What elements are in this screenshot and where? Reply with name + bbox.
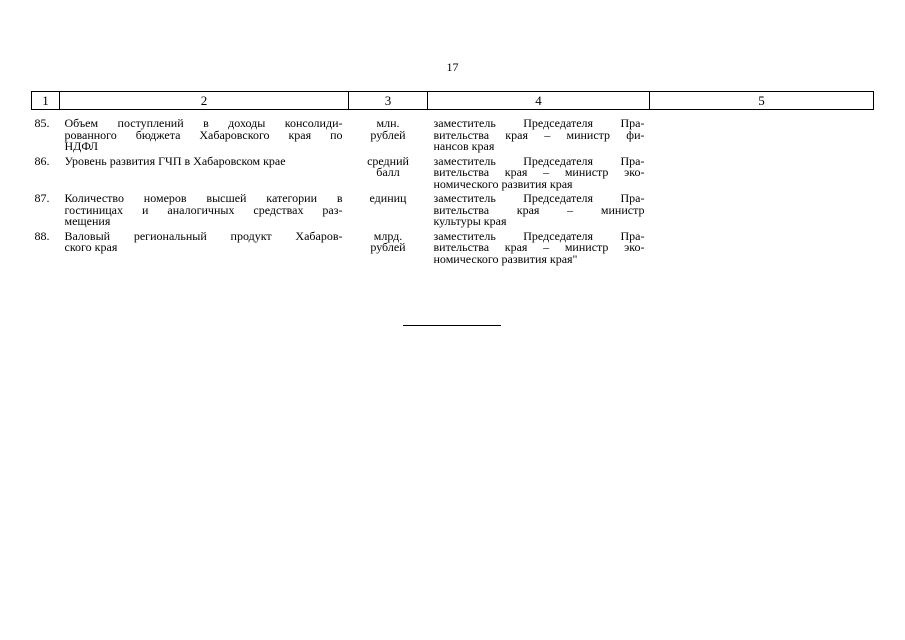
column-5-cell bbox=[650, 156, 874, 194]
unit-line: млн. bbox=[376, 116, 400, 130]
indicator-name-line: мещения bbox=[64, 214, 111, 228]
responsible-line: заместитель Председателя Пра- bbox=[433, 153, 645, 168]
unit-line: млрд. bbox=[373, 228, 403, 243]
responsible-line: заместитель Председателя Пра- bbox=[433, 228, 645, 243]
table-row bbox=[32, 110, 874, 156]
responsible-line: заместитель Председателя Пра- bbox=[433, 116, 645, 130]
row-number: 88. bbox=[34, 228, 50, 243]
table-row bbox=[32, 156, 874, 194]
indicator-name bbox=[60, 153, 349, 194]
indicator-name-line: рованного бюджета Хабаровского края по bbox=[64, 127, 343, 142]
unit-line: единиц bbox=[369, 191, 407, 205]
indicator-name-line: гостиницах и аналогичных средствах раз- bbox=[64, 202, 343, 217]
responsible-line: номического развития края bbox=[433, 176, 573, 191]
unit-of-measure bbox=[349, 110, 428, 156]
table-row bbox=[32, 231, 874, 269]
unit-line: рублей bbox=[370, 127, 406, 142]
responsible-person bbox=[428, 228, 650, 269]
indicator-name-line: НДФЛ bbox=[64, 139, 99, 153]
row-number: 85. bbox=[34, 116, 50, 130]
column-5-cell bbox=[650, 231, 874, 269]
responsible-line: номического развития края" bbox=[433, 251, 578, 266]
indicator-name-line: ского края bbox=[64, 240, 118, 254]
unit-line: балл bbox=[376, 165, 400, 179]
unit-line: рублей bbox=[370, 240, 406, 254]
responsible-line: культуры края bbox=[433, 214, 507, 228]
column-header-1: 1 bbox=[32, 92, 60, 110]
indicator-name-line: Уровень развития ГЧП в Хабаровском крае bbox=[64, 153, 286, 168]
responsible-person bbox=[428, 153, 650, 194]
unit-of-measure bbox=[349, 228, 428, 269]
unit-line: средний bbox=[367, 153, 409, 168]
end-separator-line bbox=[403, 325, 501, 326]
indicator-name bbox=[60, 110, 349, 156]
column-header-2: 2 bbox=[60, 92, 349, 110]
column-header-3: 3 bbox=[349, 92, 428, 110]
responsible-line: вительства края – министр эко- bbox=[433, 165, 645, 179]
indicator-name bbox=[60, 193, 349, 231]
column-5-cell bbox=[650, 110, 874, 156]
unit-of-measure bbox=[349, 153, 428, 194]
table-row bbox=[32, 193, 874, 231]
responsible-person bbox=[428, 193, 650, 231]
indicator-name-line: Количество номеров высшей категории в bbox=[64, 191, 343, 205]
column-header-4: 4 bbox=[428, 92, 650, 110]
responsible-line: вительства края – министр фи- bbox=[433, 127, 645, 142]
responsible-line: заместитель Председателя Пра- bbox=[433, 191, 645, 205]
unit-of-measure bbox=[349, 193, 428, 231]
row-number: 87. bbox=[34, 191, 50, 205]
indicator-name-line: Объем поступлений в доходы консолиди- bbox=[64, 116, 343, 130]
indicator-name bbox=[60, 228, 349, 269]
table-header-row bbox=[32, 92, 874, 110]
indicator-name-line: Валовый региональный продукт Хабаров- bbox=[64, 228, 343, 243]
page-number: 17 bbox=[446, 60, 459, 74]
column-header-5: 5 bbox=[650, 92, 874, 110]
column-5-cell bbox=[650, 193, 874, 231]
responsible-line: нансов края bbox=[433, 139, 495, 153]
responsible-line: вительства края – министр эко- bbox=[433, 240, 645, 254]
indicators-table bbox=[31, 91, 874, 268]
row-number: 86. bbox=[34, 153, 50, 168]
responsible-person bbox=[428, 110, 650, 156]
responsible-line: вительства края – министр bbox=[433, 202, 645, 217]
